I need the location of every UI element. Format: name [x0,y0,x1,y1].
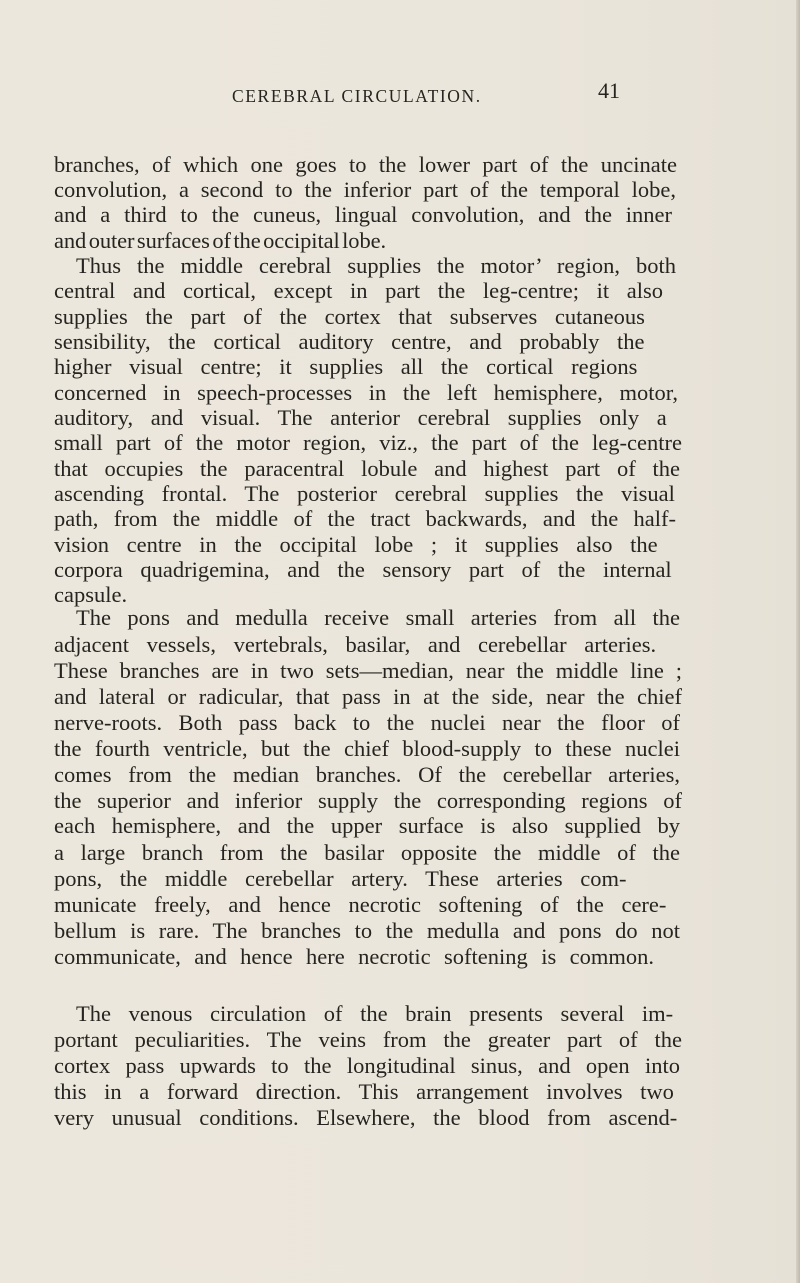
text-line: portant peculiarities. The veins from the greater part of the [54,1027,682,1052]
text-line: cortex pass upwards to the longitudinal sinus, and open into [54,1053,680,1078]
text-line: sensibility, the cortical auditory centre, and probably the [54,329,645,354]
text-line: each hemisphere, and the upper surface is also supplied by [54,813,680,838]
text-line: auditory, and visual. The anterior cerebral supplies only a [54,405,667,430]
running-head: CEREBRAL CIRCULATION. [232,86,482,106]
text-line: that occupies the paracentral lobule and highest part of the [54,456,680,481]
text-line: ascending frontal. The posterior cerebral supplies the visual [54,481,675,506]
text-line: and outer surfaces of the occipital lobe. [54,228,386,253]
text-line: the fourth ventricle, but the chief blood-supply to these nuclei [54,736,680,761]
text-line: branches, of which one goes to the lower part of the uncinate [54,152,677,177]
text-line: communicate, and hence here necrotic softening is common. [54,944,654,969]
text-line: These branches are in two sets—median, near the middle line ; [54,658,682,683]
text-line: Thus the middle cerebral supplies the motor’ region, both [76,253,676,278]
text-line: bellum is rare. The branches to the medulla and pons do not [54,918,680,943]
text-line: concerned in speech-processes in the left hemisphere, motor, [54,380,678,405]
text-line: nerve-roots. Both pass back to the nuclei near the floor of [54,710,680,735]
text-line: and a third to the cuneus, lingual convolution, and the inner [54,202,672,227]
text-line: and lateral or radicular, that pass in at the side, near the chief [54,684,682,709]
text-line: corpora quadrigemina, and the sensory part of the internal [54,557,672,582]
text-line: municate freely, and hence necrotic softening of the cere- [54,892,667,917]
text-line: comes from the median branches. Of the cerebellar arteries, [54,762,680,787]
text-line: very unusual conditions. Elsewhere, the blood from ascend- [54,1105,678,1130]
page-number: 41 [598,78,620,103]
text-line: adjacent vessels, vertebrals, basilar, and cerebellar arteries. [54,632,657,657]
text-line: The venous circulation of the brain presents several im- [76,1001,674,1026]
text-line: central and cortical, except in part the leg-centre; it also [54,278,664,303]
text-line: higher visual centre; it supplies all the cortical regions [54,354,638,379]
text-line: a large branch from the basilar opposite the middle of the [54,840,680,865]
text-line: supplies the part of the cortex that subserves cutaneous [54,304,645,329]
text-line: convolution, a second to the inferior part of the temporal lobe, [54,177,676,202]
text-line: the superior and inferior supply the corresponding regions of [54,788,682,813]
text-line: small part of the motor region, viz., the part of the leg-centre [54,430,682,455]
text-line: path, from the middle of the tract backwards, and the half- [54,506,676,531]
text-line: vision centre in the occipital lobe ; it supplies also the [54,532,658,557]
text-line: this in a forward direction. This arrangement involves two [54,1079,674,1104]
text-line: pons, the middle cerebellar artery. These arteries com- [54,866,627,891]
text-line: The pons and medulla receive small arteries from all the [76,605,680,630]
page-edge [796,0,800,1283]
text-line: capsule. [54,582,128,607]
